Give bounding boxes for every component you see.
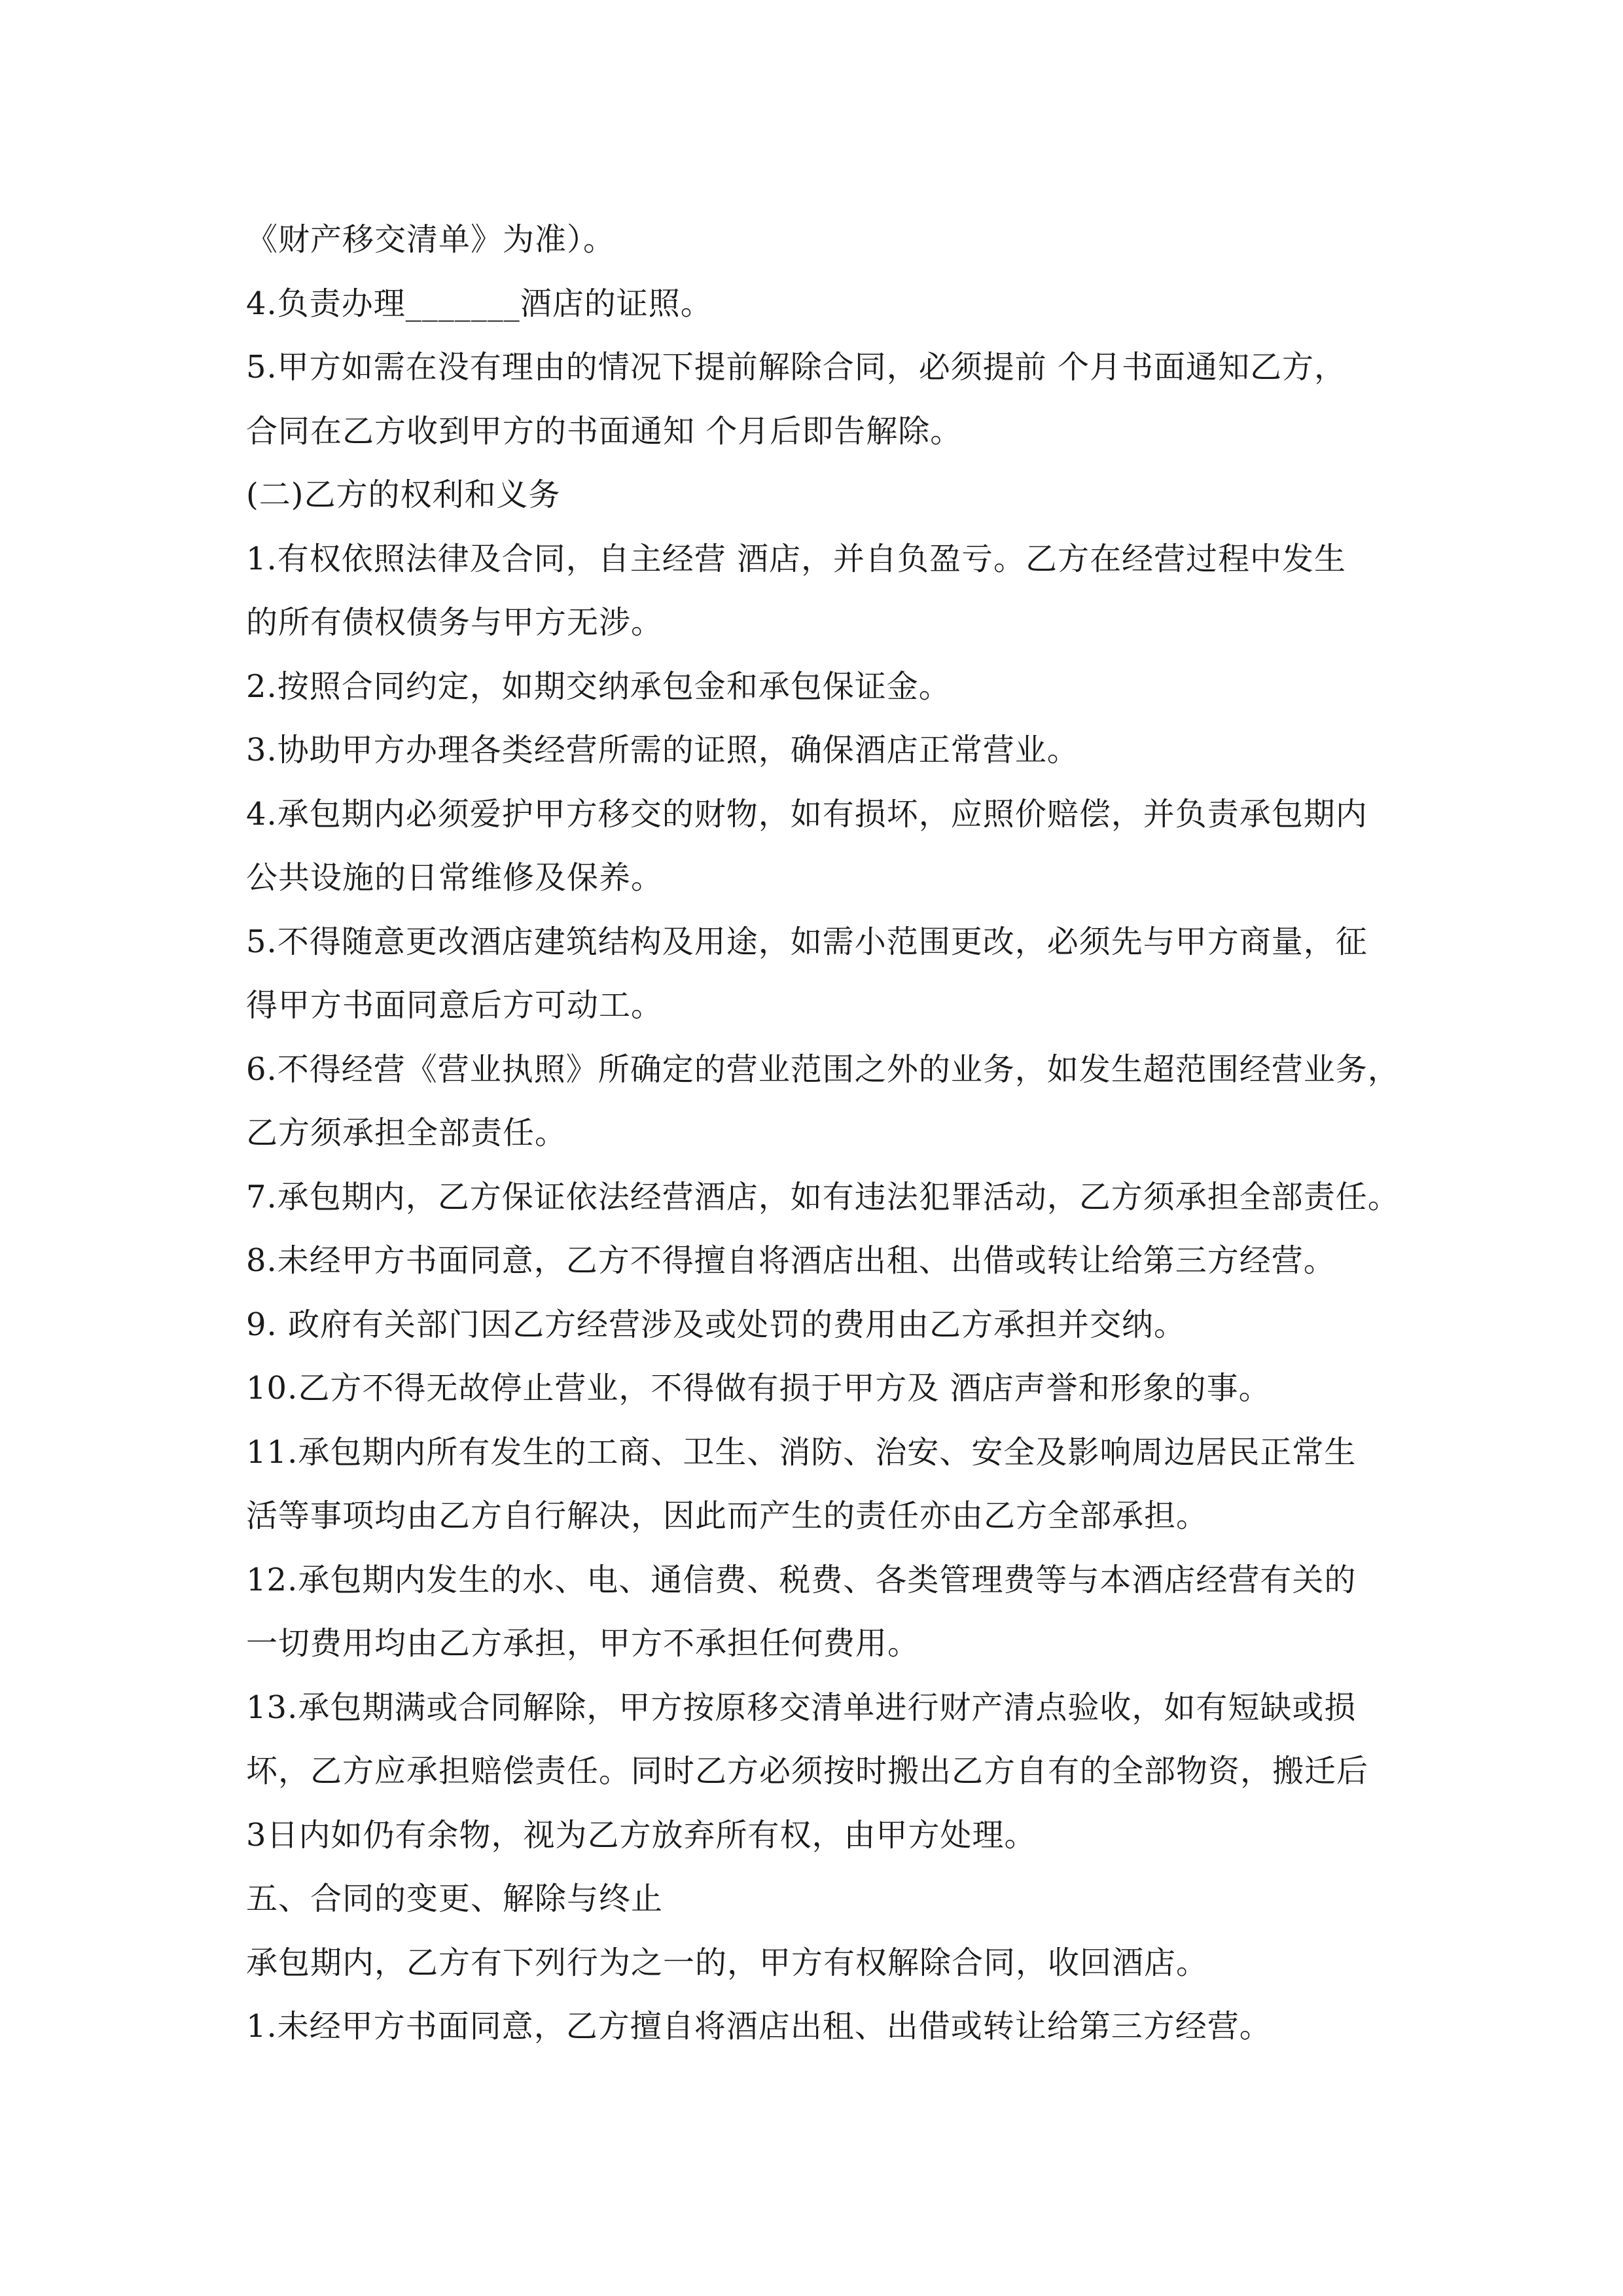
text-line: 8.未经甲方书面同意，乙方不得擅自将酒店出租、出借或转让给第三方经营。 xyxy=(246,1242,1336,1279)
text-line: 2.按照合同约定，如期交纳承包金和承包保证金。 xyxy=(246,668,951,705)
text-line: 12.承包期内发生的水、电、通信费、税费、各类管理费等与本酒店经营有关的 xyxy=(246,1561,1357,1598)
text-line: 得甲方书面同意后方可动工。 xyxy=(246,987,664,1024)
text-line: 合同在乙方收到甲方的书面通知 个月后即告解除。 xyxy=(246,412,963,450)
text-line: 1.未经甲方书面同意，乙方擅自将酒店出租、出借或转让给第三方经营。 xyxy=(246,2008,1272,2045)
text-line: 的所有债权债务与甲方无涉。 xyxy=(246,604,664,641)
text-line: 3日内如仍有余物，视为乙方放弃所有权，由甲方处理。 xyxy=(246,1816,1037,1854)
text-line: 5.甲方如需在没有理由的情况下提前解除合同，必须提前 个月书面通知乙方， xyxy=(246,349,1347,386)
text-line: 坏，乙方应承担赔偿责任。同时乙方必须按时搬出乙方自有的全部物资，搬迁后 xyxy=(246,1753,1369,1789)
text-line: 一切费用均由乙方承担，甲方不承担任何费用。 xyxy=(246,1625,920,1662)
text-line: 13.承包期满或合同解除，甲方按原移交清单进行财产清点验收，如有短缺或损 xyxy=(246,1689,1357,1726)
text-line: 承包期内，乙方有下列行为之一的，甲方有权解除合同，收回酒店。 xyxy=(246,1944,1209,1981)
text-line: 活等事项均由乙方自行解决，因此而产生的责任亦由乙方全部承担。 xyxy=(246,1498,1209,1534)
text-line: 5.不得随意更改酒店建筑结构及用途，如需小范围更改，必须先与甲方商量，征 xyxy=(246,923,1368,960)
text-line: 4.承包期内必须爱护甲方移交的财物，如有损坏，应照价赔偿，并负责承包期内 xyxy=(246,795,1368,833)
text-line: 4.负责办理_______酒店的证照。 xyxy=(246,285,713,322)
text-line: 乙方须承担全部责任。 xyxy=(246,1115,567,1151)
document-body xyxy=(246,208,1400,2059)
section-heading: (二)乙方的权利和义务 xyxy=(246,476,561,513)
text-line: 公共设施的日常维修及保养。 xyxy=(246,859,664,896)
text-line: 9. 政府有关部门因乙方经营涉及或处罚的费用由乙方承担并交纳。 xyxy=(246,1306,1186,1343)
text-line: 11.承包期内所有发生的工商、卫生、消防、治安、安全及影响周边居民正常生 xyxy=(246,1433,1357,1471)
text-line: 《财产移交清单》为准）。 xyxy=(246,221,616,258)
text-line: 6.不得经营《营业执照》所确定的营业范围之外的业务，如发生超范围经营业务， xyxy=(246,1050,1400,1088)
text-line: 3.协助甲方办理各类经营所需的证照，确保酒店正常营业。 xyxy=(246,732,1079,768)
text-line: 7.承包期内，乙方保证依法经营酒店，如有违法犯罪活动，乙方须承担全部责任。 xyxy=(246,1178,1400,1215)
text-line: 1.有权依照法律及合同，自主经营 酒店，并自负盈亏。乙方在经营过程中发生 xyxy=(246,540,1347,577)
text-line: 10.乙方不得无故停止营业，不得做有损于甲方及 酒店声誉和形象的事。 xyxy=(246,1370,1271,1407)
section-heading: 五、合同的变更、解除与终止 xyxy=(246,1880,664,1917)
